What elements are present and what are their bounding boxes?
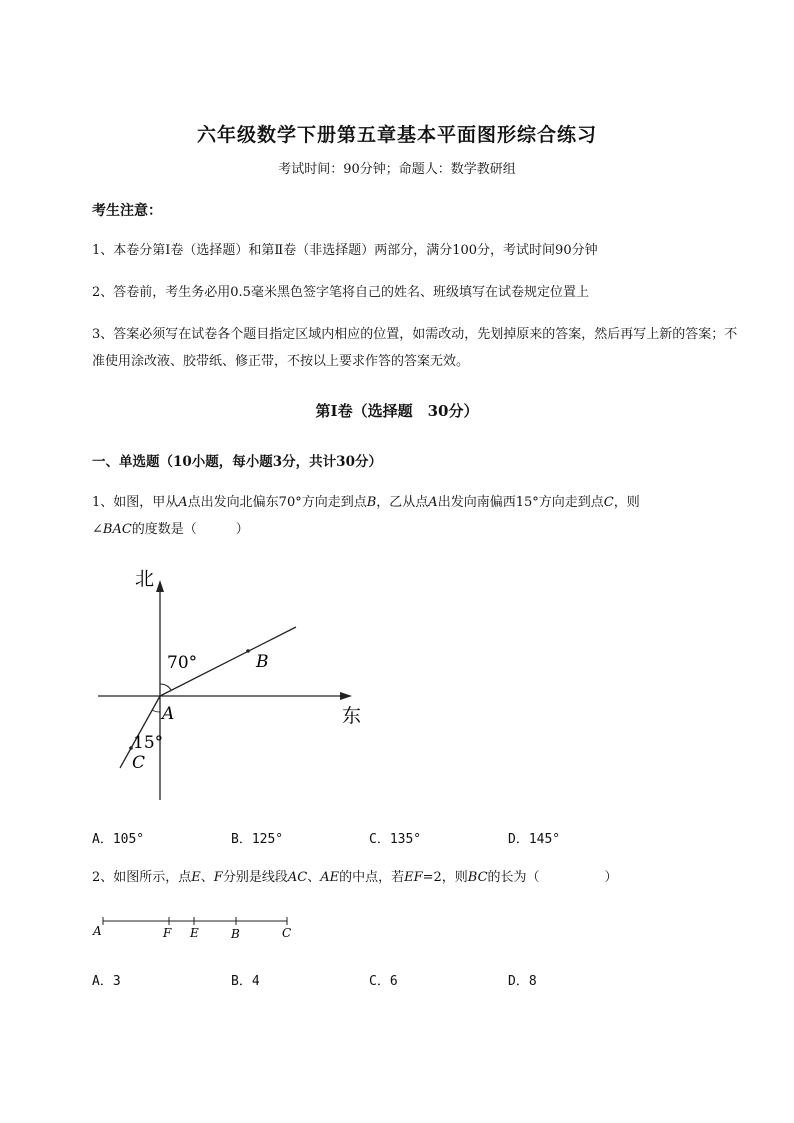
- notice-item-2: 2、答卷前，考生务必用0.5毫米黑色签字笔将自己的姓名、班级填写在试卷规定位置上: [92, 285, 589, 300]
- notice-item-1: 1、本卷分第I卷（选择题）和第Ⅱ卷（非选择题）两部分，满分100分，考试时间90分钟: [92, 243, 598, 258]
- q1-option-c[interactable]: C．135°: [369, 832, 422, 847]
- point-b-label: B: [256, 652, 269, 672]
- q2-option-c[interactable]: C．6: [369, 974, 398, 989]
- angle-70-label: 70°: [167, 653, 198, 673]
- page-title: 六年级数学下册第五章基本平面图形综合练习: [196, 124, 597, 146]
- q1-option-d[interactable]: D．145°: [508, 832, 561, 847]
- notice-item-3: 3、答案必须写在试卷各个题目指定区域内相应的位置，如需改动，先划掉原来的答案，然后再写上新的答案；不准使用涂改液、胶带纸、修正带，不按以上要求作答的答案无效。: [92, 327, 738, 369]
- east-arrow-icon: [340, 692, 352, 700]
- north-arrow-icon: [156, 580, 164, 592]
- label-b: B: [231, 927, 240, 941]
- label-f: F: [163, 926, 172, 940]
- q2-option-b[interactable]: B．4: [231, 974, 260, 989]
- angle-70-arc: [160, 684, 171, 690]
- q1-option-a[interactable]: A．105°: [92, 832, 145, 847]
- label-a: A: [93, 924, 102, 938]
- exam-info: 考试时间：90分钟；命题人：数学教研组: [278, 162, 516, 177]
- question-2-text: 2、如图所示，点E、F分别是线段AC、AE的中点，若EF=2，则BC的长为（ ）: [92, 870, 618, 885]
- label-c: C: [282, 926, 292, 940]
- point-c-label: C: [132, 753, 146, 773]
- label-e: E: [190, 926, 199, 940]
- question-1-text: 1、如图，甲从A点出发向北偏东70°方向走到点B，乙从点A出发向南偏西15°方向走到点C，则 ∠BAC的度数是（ ）: [92, 495, 640, 537]
- east-label: 东: [342, 705, 362, 727]
- section-heading: 第I卷（选择题 30分）: [315, 402, 479, 420]
- angle-15-label: 15°: [133, 733, 164, 753]
- north-label: 北: [135, 568, 155, 590]
- point-a-label: A: [162, 704, 175, 724]
- notice-heading: 考生注意：: [92, 203, 162, 219]
- point-b-dot: [246, 649, 250, 653]
- q1-option-b[interactable]: B．125°: [231, 832, 284, 847]
- angle-15-arc: [152, 710, 160, 712]
- q2-option-a[interactable]: A．3: [92, 974, 121, 989]
- q2-option-d[interactable]: D．8: [508, 974, 537, 989]
- part-heading: 一、单选题（10小题，每小题3分，共计30分）: [92, 454, 382, 470]
